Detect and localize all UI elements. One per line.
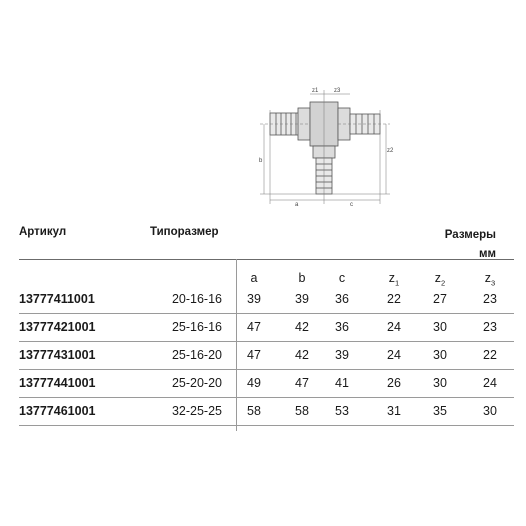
table-top-rule — [19, 259, 514, 260]
article-number: 13777461001 — [19, 404, 96, 418]
dimension-value: 22 — [387, 292, 401, 306]
article-number: 13777431001 — [19, 348, 96, 362]
column-header-b: b — [298, 271, 306, 285]
dimension-value: 39 — [247, 292, 261, 306]
dimension-value: 23 — [483, 320, 497, 334]
dimension-value: 58 — [247, 404, 261, 418]
dimension-value: 27 — [433, 292, 447, 306]
article-number: 13777441001 — [19, 376, 96, 390]
size-value: 25-16-20 — [171, 348, 222, 362]
tee-fitting-drawing — [250, 80, 400, 210]
dimension-value: 24 — [387, 320, 401, 334]
dim-label-a: a — [295, 202, 299, 208]
row-divider — [19, 341, 514, 342]
row-divider — [19, 313, 514, 314]
header-article: Артикул — [19, 226, 67, 238]
dimension-value: 39 — [335, 348, 349, 362]
dimension-value: 53 — [335, 404, 349, 418]
header-dimensions-title: Размеры — [444, 229, 496, 241]
row-divider — [19, 397, 514, 398]
dimension-value: 24 — [387, 348, 401, 362]
dimension-value: 49 — [247, 376, 261, 390]
header-size: Типоразмер — [150, 226, 219, 238]
size-value: 25-20-20 — [171, 376, 222, 390]
dimension-value: 31 — [387, 404, 401, 418]
column-header-c: c — [338, 271, 346, 285]
header-dimensions-unit: мм — [478, 248, 496, 260]
dimension-value: 22 — [483, 348, 497, 362]
dimension-value: 23 — [483, 292, 497, 306]
dim-label-c: c — [350, 202, 353, 208]
dim-label-b: b — [259, 158, 263, 164]
dimension-value: 41 — [335, 376, 349, 390]
column-header-a: a — [250, 271, 258, 285]
row-divider — [19, 369, 514, 370]
column-header-z1: $z_1$ — [388, 271, 400, 288]
dimension-value: 30 — [433, 376, 447, 390]
dimension-value: 58 — [295, 404, 309, 418]
dimension-value: 42 — [295, 348, 309, 362]
size-value: 20-16-16 — [171, 292, 222, 306]
article-number: 13777411001 — [19, 292, 95, 306]
dimension-value: 30 — [433, 320, 447, 334]
dimension-value: 36 — [335, 292, 349, 306]
size-value: 32-25-25 — [171, 404, 222, 418]
dimension-value: 26 — [387, 376, 401, 390]
dimension-value: 36 — [335, 320, 349, 334]
article-number: 13777421001 — [19, 320, 96, 334]
dimension-value: 42 — [295, 320, 309, 334]
row-divider — [19, 425, 514, 426]
dimension-value: 39 — [295, 292, 309, 306]
size-value: 25-16-16 — [171, 320, 222, 334]
dim-label-z2: z2 — [387, 148, 394, 154]
dimension-value: 24 — [483, 376, 497, 390]
column-header-z3: $z_3$ — [484, 271, 496, 288]
dim-label-z1: z1 — [312, 88, 319, 94]
dimension-value: 30 — [483, 404, 497, 418]
dim-label-z3: z3 — [334, 88, 341, 94]
dimension-value: 47 — [295, 376, 309, 390]
dimension-value: 35 — [433, 404, 447, 418]
column-header-z2: $z_2$ — [434, 271, 446, 288]
dimension-value: 30 — [433, 348, 447, 362]
dimension-value: 47 — [247, 320, 261, 334]
dimension-value: 47 — [247, 348, 261, 362]
